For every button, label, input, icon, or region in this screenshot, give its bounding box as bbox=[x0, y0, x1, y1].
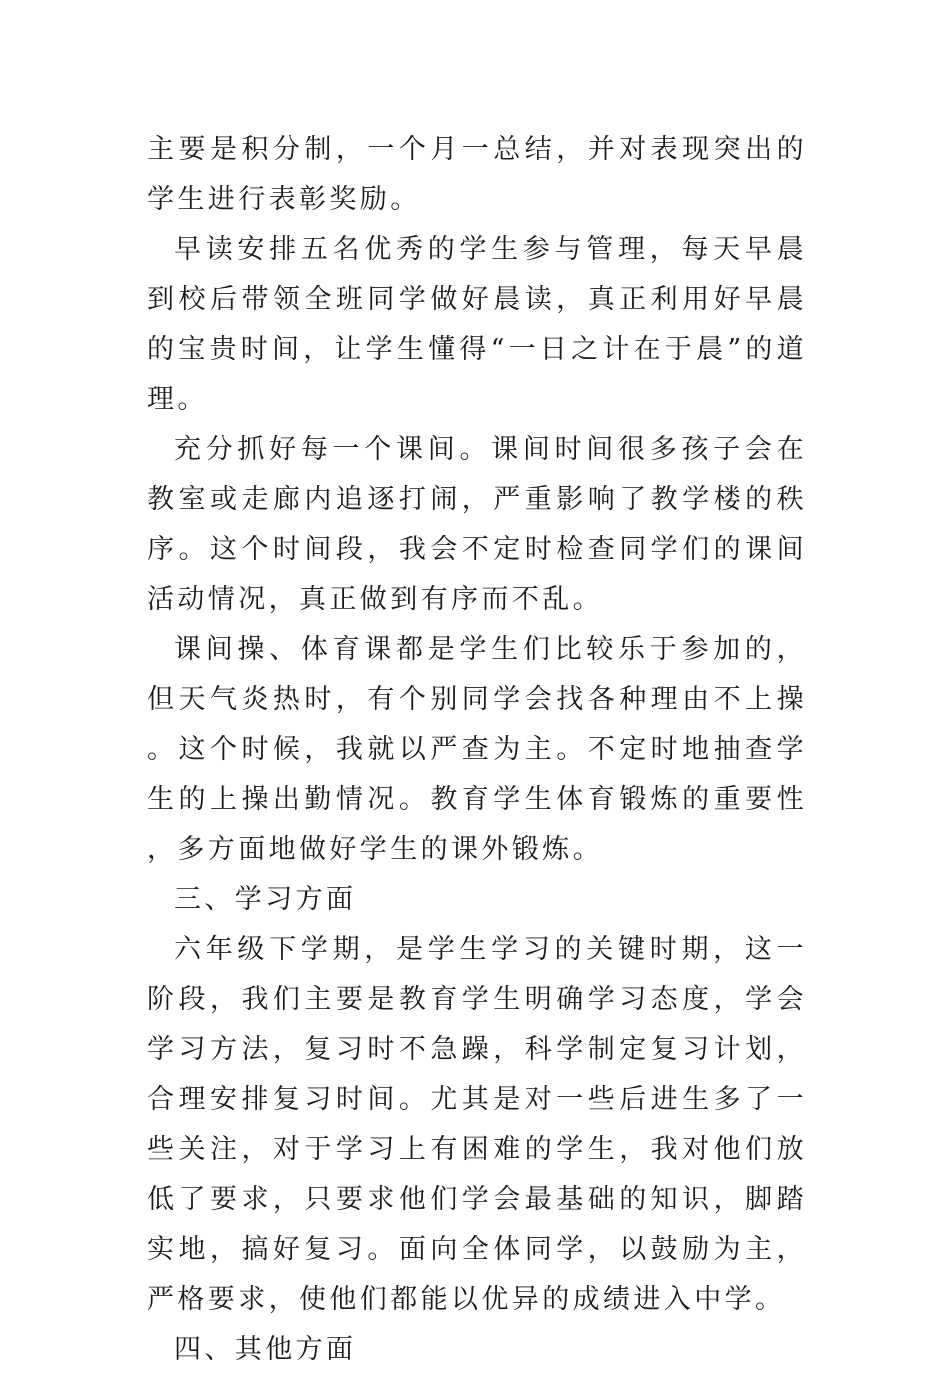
paragraph-exercise: 课间操、体育课都是学生们比较乐于参加的，但天气炎热时，有个别同学会找各种理由不上操。这个时候，我就以严查为主。不定时地抽查学生的上操出勤情况。教育学生体育锻炼的重要性，多方面地做好学生的课外锻炼。 bbox=[147, 634, 807, 865]
paragraph-morning-reading: 早读安排五名优秀的学生参与管理，每天早晨到校后带领全班同学做好晨读，真正利用好早晨的宝贵时间，让学生懂得“一日之计在于晨”的道理。 bbox=[147, 234, 807, 415]
section-heading-study: 三、学习方面 bbox=[174, 884, 357, 915]
paragraph-award-continuation: 主要是积分制，一个月一总结，并对表现突出的学生进行表彰奖励。 bbox=[147, 134, 807, 215]
paragraph-study: 六年级下学期，是学生学习的关键时期，这一阶段，我们主要是教育学生明确学习态度，学会学习方法，复习时不急躁，科学制定复习计划，合理安排复习时间。尤其是对一些后进生多了一些关注，对于学习上有困难的学生，我对他们放低了要求，只要求他们学会最基础的知识，脚踏实地，搞好复习。面向全体同学，以鼓励为主，严格要求，使他们都能以优异的成绩进入中学。 bbox=[147, 934, 807, 1315]
document-body bbox=[147, 125, 807, 1375]
paragraph-recess: 充分抓好每一个课间。课间时间很多孩子会在教室或走廊内追逐打闹，严重影响了教学楼的秩序。这个时间段，我会不定时检查同学们的课间活动情况，真正做到有序而不乱。 bbox=[147, 434, 807, 615]
section-heading-other: 四、其他方面 bbox=[174, 1334, 357, 1365]
